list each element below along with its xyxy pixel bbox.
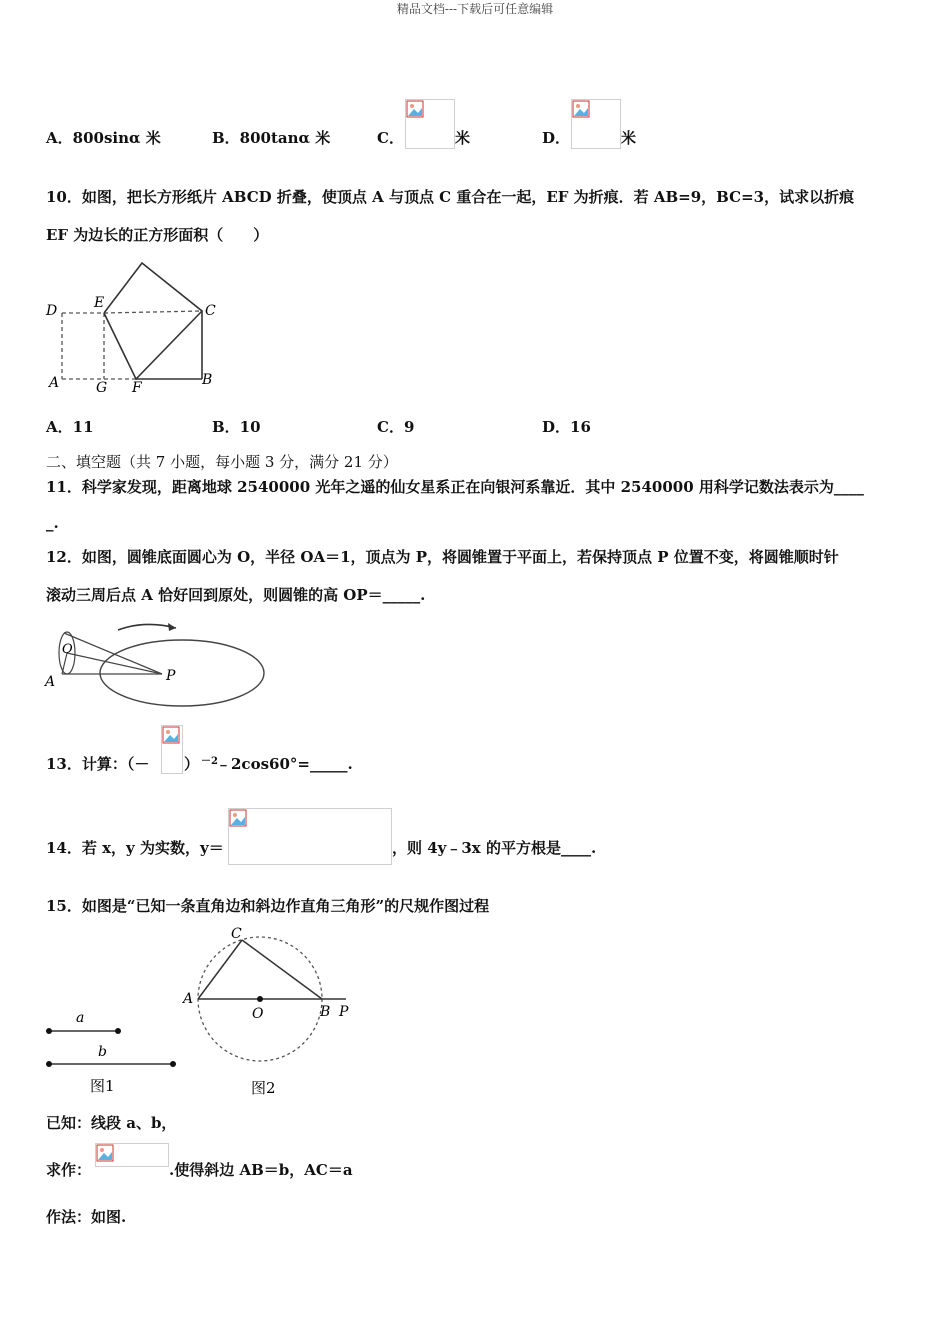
broken-image-icon [96,1144,114,1162]
label-b: B [202,372,213,388]
q15-require-prefix: 求作： [46,1161,92,1179]
q9-option-d-label: D． [542,129,571,147]
label-seg-a: a [76,1010,85,1026]
label-o: O [252,1006,264,1022]
base-ellipse [100,640,264,706]
fold-dashed-ec [104,311,202,313]
folded-polygon [104,263,202,379]
q15-known: 已知：线段 a、b， [46,1114,177,1132]
q15-method: 作法：如图. [46,1208,127,1226]
section-2-heading: 二、填空题（共 7 小题，每小题 3 分，满分 21 分） [46,453,398,471]
broken-image-icon [162,726,180,744]
label-f: F [132,380,142,396]
figure-1-caption: 图1 [90,1077,115,1095]
q10-text-line1: 10．如图，把长方形纸片 ABCD 折叠，使顶点 A 与顶点 C 重合在一起，EF 为折痕．若 AB=9，BC=3，试求以折痕 [46,188,855,206]
q13-fraction-image [161,725,183,774]
q9-option-d-unit: 米 [621,129,637,147]
segment-a-start [46,1028,52,1034]
q14-formula-image [228,808,392,865]
q11-text-line2: _. [46,514,59,532]
q14-suffix: ，则 4y﹣3x 的平方根是____. [392,839,597,857]
q10-option-c: C．9 [377,418,415,436]
segment-cb [242,940,322,999]
q10-option-d: D．16 [542,418,591,436]
q12-cone-figure [40,618,270,713]
q10-text-line2: EF 为边长的正方形面积（ ） [46,226,269,244]
q13-prefix: 13．计算：（－ [46,755,150,773]
q9-option-c-label: C． [377,129,404,147]
page-header: 精品文档---下载后可任意编辑 [396,2,554,16]
label-e: E [94,295,105,311]
cone-edge-top [64,633,162,674]
segment-b-end [170,1061,176,1067]
rotation-arrow [118,624,176,630]
q9-option-d-image [571,99,621,149]
segment-a-end [115,1028,121,1034]
q9-option-a: A．800sinα 米 [46,129,161,147]
segment-ac [198,940,242,999]
q10-option-a: A．11 [46,418,94,436]
q13-exponent: －2 [201,756,218,767]
label-c: C [231,926,242,942]
label-seg-b: b [98,1044,107,1060]
q11-text-line1: 11．科学家发现，距离地球 2540000 光年之遥的仙女星系正在向银河系靠近．其中 2540000 用科学记数法表示为____ [46,478,864,496]
cone-axis-op [67,653,162,674]
label-b: B [320,1004,331,1020]
q14-prefix: 14．若 x，y 为实数，y＝ [46,839,224,857]
q9-option-c-unit: 米 [455,129,471,147]
q9-option-b: B．800tanα 米 [212,129,331,147]
label-p: P [166,668,176,684]
q15-text-line1: 15．如图是“已知一条直角边和斜边作直角三角形”的尺规作图过程 [46,897,490,915]
q15-require-suffix: .使得斜边 AB＝b，AC＝a [169,1161,353,1179]
q10-figure [40,255,230,400]
label-a: A [183,991,194,1007]
figure-2-caption: 图2 [251,1079,276,1097]
broken-image-icon [572,100,590,118]
q15-require-image [95,1143,169,1167]
label-p: P [339,1004,349,1020]
label-d: D [46,303,58,319]
broken-image-icon [229,809,247,827]
broken-image-icon [406,100,424,118]
label-o: O [62,642,73,657]
label-a: A [45,674,56,690]
q13-suffix: ） [184,755,200,773]
label-a: A [49,375,60,391]
segment-b-start [46,1061,52,1067]
q13-tail: ﹣2cos60°=_____. [216,755,353,773]
label-c: C [205,303,216,319]
q15-figures [40,922,370,1102]
q10-option-b: B．10 [212,418,261,436]
q12-text-line1: 12．如图，圆锥底面圆心为 O，半径 OA＝1，顶点为 P，将圆锥置于平面上，若保持顶点 P 位置不变，将圆锥顺时针 [46,548,839,566]
q12-text-line2: 滚动三周后点 A 恰好回到原处，则圆锥的高 OP＝_____. [46,586,426,604]
label-g: G [96,380,108,396]
center-point-o [257,996,263,1002]
q9-option-c-image [405,99,455,149]
